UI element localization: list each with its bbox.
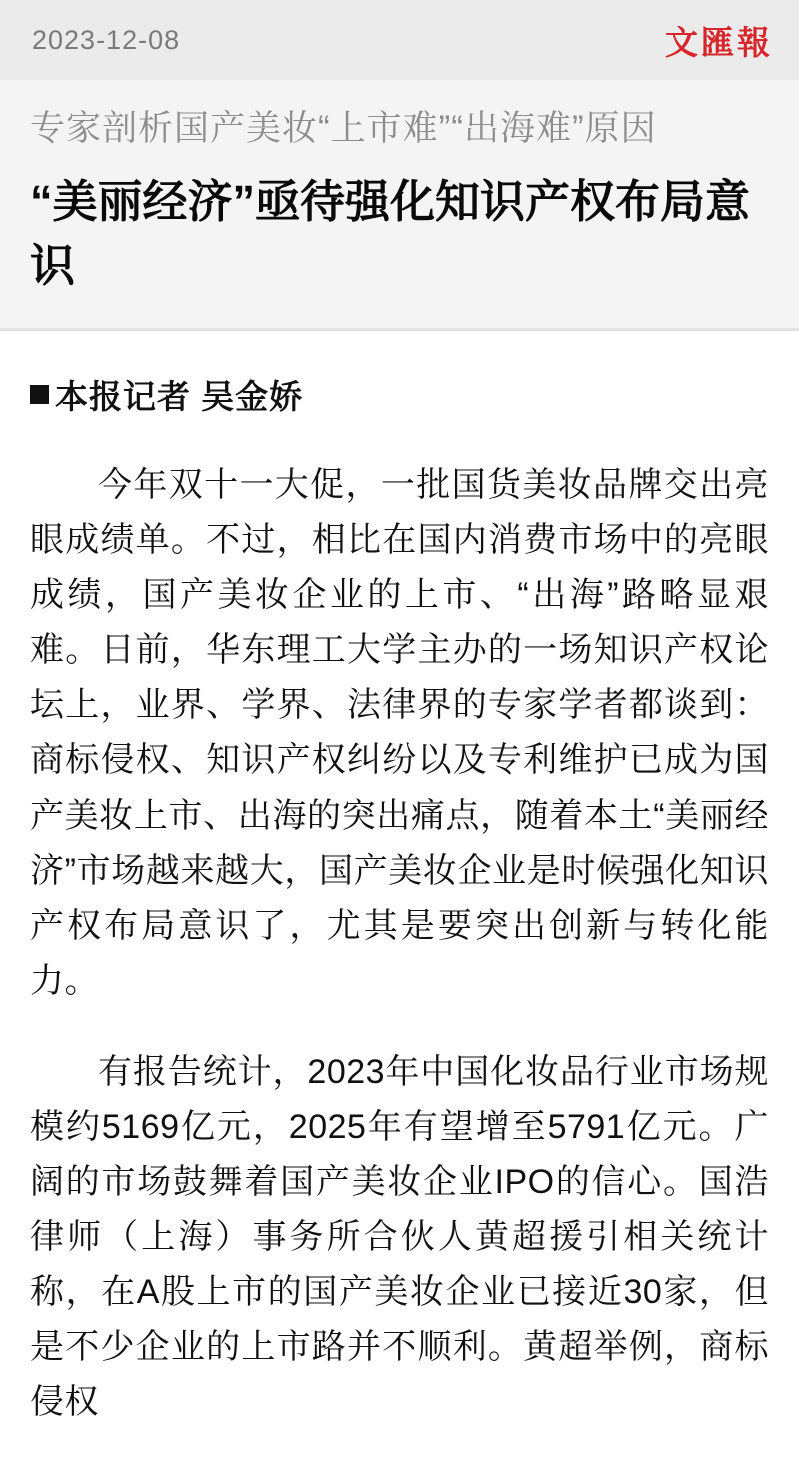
headline-block — [0, 80, 799, 331]
byline — [30, 371, 769, 418]
newspaper-masthead: 文匯報 — [665, 22, 773, 62]
shoulder-title: 专家剖析国产美妆“上市难”“出海难”原因 — [30, 109, 657, 148]
page-title: “美丽经济”亟待强化知识产权布局意识 — [30, 176, 751, 292]
byline-text: 本报记者 吴金娇 — [55, 378, 304, 416]
article-paragraph: 有报告统计，2023年中国化妆品行业市场规模约5169亿元，2025年有望增至5791亿元。广阔的市场鼓舞着国产美妆企业IPO的信心。国浩律师（上海）事务所合伙人黄超援引相关统计称，在A股上市的国产美妆企业已接近30家，但是不少企业的上市路并不顺利。黄超举例，商标侵权 — [30, 1052, 769, 1422]
publication-date: 2023-12-08 — [32, 24, 181, 55]
article-paragraph: 今年双十一大促，一批国货美妆品牌交出亮眼成绩单。不过，相比在国内消费市场中的亮眼成绩，国产美妆企业的上市、“出海”路略显艰难。日前，华东理工大学主办的一场知识产权论坛上，业界、学界、法律界的专家学者都谈到：商标侵权、知识产权纠纷以及专利维护已成为国产美妆上市、出海的突出痛点，随着本土“美丽经济”市场越来越大，国产美妆企业是时候强化知识产权布局意识了，尤其是要突出创新与转化能力。 — [30, 466, 769, 1000]
article-body — [0, 331, 799, 1430]
byline-square-marker — [30, 385, 49, 404]
top-bar — [0, 0, 799, 80]
